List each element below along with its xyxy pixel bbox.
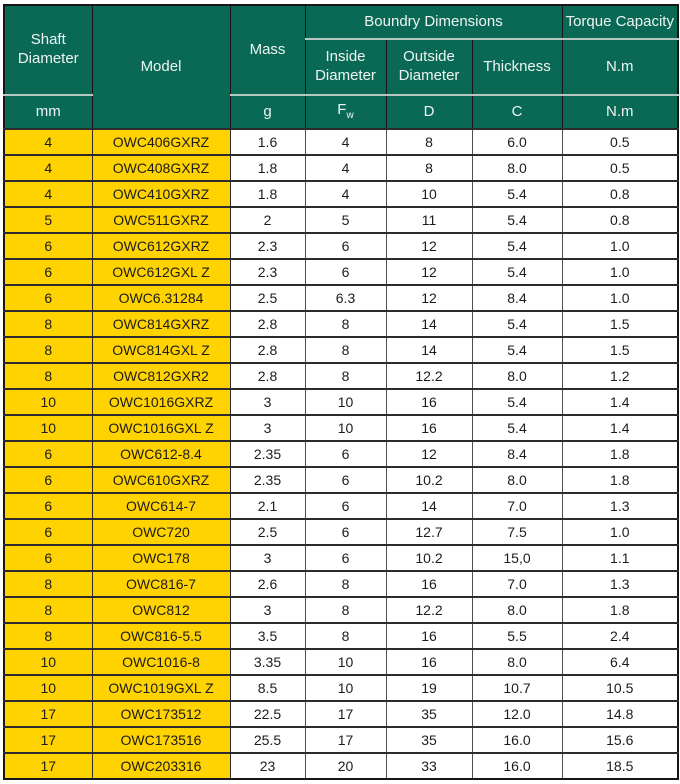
outside-diameter-cell: 10.2 [386, 545, 472, 571]
shaft-diameter-cell: 5 [4, 207, 92, 233]
mass-cell: 3.35 [230, 649, 305, 675]
inside-diameter-cell: 4 [305, 181, 386, 207]
shaft-diameter-cell: 8 [4, 311, 92, 337]
table-row [4, 207, 678, 233]
thickness-cell: 8.0 [472, 649, 562, 675]
shaft-diameter-cell: 10 [4, 675, 92, 701]
outside-diameter-cell: 16 [386, 415, 472, 441]
model-cell: OWC1016-8 [92, 649, 230, 675]
shaft-diameter-cell: 10 [4, 415, 92, 441]
thickness-cell: 7.5 [472, 519, 562, 545]
torque-cell: 1.0 [562, 259, 678, 285]
table-row [4, 727, 678, 753]
torque-cell: 1.8 [562, 441, 678, 467]
table-row [4, 493, 678, 519]
mass-cell: 2.35 [230, 467, 305, 493]
thickness-cell: 12.0 [472, 701, 562, 727]
table-row [4, 519, 678, 545]
col-header-thickness: Thickness [472, 39, 562, 95]
torque-cell: 18.5 [562, 753, 678, 779]
torque-cell: 1.0 [562, 519, 678, 545]
inside-diameter-cell: 6 [305, 493, 386, 519]
torque-cell: 0.5 [562, 129, 678, 155]
mass-cell: 1.6 [230, 129, 305, 155]
mass-cell: 2 [230, 207, 305, 233]
table-row [4, 649, 678, 675]
table-row [4, 701, 678, 727]
model-cell: OWC408GXRZ [92, 155, 230, 181]
inside-diameter-cell: 6 [305, 467, 386, 493]
thickness-cell: 5.4 [472, 181, 562, 207]
inside-diameter-cell: 6 [305, 441, 386, 467]
inside-diameter-cell: 8 [305, 363, 386, 389]
table-row [4, 467, 678, 493]
unit-d: D [386, 95, 472, 129]
shaft-diameter-cell: 4 [4, 155, 92, 181]
model-cell: OWC410GXRZ [92, 181, 230, 207]
outside-diameter-cell: 12.7 [386, 519, 472, 545]
inside-diameter-cell: 8 [305, 571, 386, 597]
shaft-diameter-cell: 17 [4, 727, 92, 753]
shaft-diameter-cell: 6 [4, 467, 92, 493]
torque-cell: 15.6 [562, 727, 678, 753]
mass-cell: 2.3 [230, 259, 305, 285]
torque-cell: 1.1 [562, 545, 678, 571]
outside-diameter-cell: 12 [386, 233, 472, 259]
torque-cell: 1.0 [562, 285, 678, 311]
thickness-cell: 16.0 [472, 727, 562, 753]
thickness-cell: 5.4 [472, 233, 562, 259]
model-cell: OWC720 [92, 519, 230, 545]
mass-cell: 2.3 [230, 233, 305, 259]
col-header-outside-diameter: Outside Diameter [386, 39, 472, 95]
inside-diameter-cell: 6 [305, 233, 386, 259]
outside-diameter-cell: 12.2 [386, 363, 472, 389]
model-cell: OWC6.31284 [92, 285, 230, 311]
inside-diameter-cell: 6 [305, 519, 386, 545]
mass-cell: 2.8 [230, 337, 305, 363]
shaft-diameter-cell: 8 [4, 623, 92, 649]
inside-diameter-cell: 10 [305, 649, 386, 675]
thickness-cell: 7.0 [472, 493, 562, 519]
mass-cell: 2.35 [230, 441, 305, 467]
table-row [4, 155, 678, 181]
model-cell: OWC612GXL Z [92, 259, 230, 285]
shaft-diameter-cell: 8 [4, 363, 92, 389]
outside-diameter-cell: 12.2 [386, 597, 472, 623]
col-header-inside-diameter: Inside Diameter [305, 39, 386, 95]
table-row [4, 441, 678, 467]
unit-fw [305, 95, 386, 129]
mass-cell: 3 [230, 415, 305, 441]
mass-cell: 3 [230, 389, 305, 415]
outside-diameter-cell: 35 [386, 701, 472, 727]
unit-nm: N.m [562, 95, 678, 129]
outside-diameter-cell: 33 [386, 753, 472, 779]
unit-c: C [472, 95, 562, 129]
torque-cell: 10.5 [562, 675, 678, 701]
torque-cell: 1.4 [562, 389, 678, 415]
inside-diameter-cell: 6.3 [305, 285, 386, 311]
table-row [4, 285, 678, 311]
torque-cell: 1.5 [562, 311, 678, 337]
inside-diameter-cell: 10 [305, 415, 386, 441]
model-cell: OWC173516 [92, 727, 230, 753]
thickness-cell: 5.4 [472, 389, 562, 415]
shaft-diameter-cell: 6 [4, 233, 92, 259]
col-header-shaft-diameter: Shaft Diameter [4, 5, 92, 95]
outside-diameter-cell: 19 [386, 675, 472, 701]
shaft-diameter-cell: 6 [4, 285, 92, 311]
spec-table-body [4, 129, 678, 779]
thickness-cell: 8.0 [472, 363, 562, 389]
table-row [4, 181, 678, 207]
table-row [4, 389, 678, 415]
model-cell: OWC816-5.5 [92, 623, 230, 649]
bearing-spec-table [3, 4, 679, 780]
mass-cell: 2.6 [230, 571, 305, 597]
shaft-diameter-cell: 10 [4, 649, 92, 675]
model-cell: OWC814GXL Z [92, 337, 230, 363]
thickness-cell: 8.0 [472, 597, 562, 623]
thickness-cell: 5.5 [472, 623, 562, 649]
unit-fw-main: F [337, 101, 347, 119]
inside-diameter-cell: 8 [305, 597, 386, 623]
shaft-diameter-cell: 17 [4, 753, 92, 779]
col-header-mass: Mass [230, 5, 305, 95]
inside-diameter-cell: 8 [305, 337, 386, 363]
model-cell: OWC614-7 [92, 493, 230, 519]
inside-diameter-cell: 17 [305, 727, 386, 753]
shaft-diameter-cell: 6 [4, 259, 92, 285]
torque-cell: 0.8 [562, 207, 678, 233]
torque-cell: 1.8 [562, 467, 678, 493]
outside-diameter-cell: 16 [386, 389, 472, 415]
outside-diameter-cell: 12 [386, 441, 472, 467]
table-row [4, 415, 678, 441]
mass-cell: 25.5 [230, 727, 305, 753]
outside-diameter-cell: 16 [386, 649, 472, 675]
shaft-diameter-cell: 17 [4, 701, 92, 727]
inside-diameter-cell: 4 [305, 155, 386, 181]
torque-cell: 14.8 [562, 701, 678, 727]
thickness-cell: 5.4 [472, 311, 562, 337]
outside-diameter-cell: 16 [386, 571, 472, 597]
outside-diameter-cell: 8 [386, 129, 472, 155]
inside-diameter-cell: 10 [305, 675, 386, 701]
outside-diameter-cell: 14 [386, 311, 472, 337]
table-row [4, 259, 678, 285]
model-cell: OWC812 [92, 597, 230, 623]
inside-diameter-cell: 20 [305, 753, 386, 779]
shaft-diameter-cell: 4 [4, 129, 92, 155]
torque-cell: 1.8 [562, 597, 678, 623]
thickness-cell: 5.4 [472, 415, 562, 441]
thickness-cell: 8.0 [472, 155, 562, 181]
shaft-diameter-cell: 4 [4, 181, 92, 207]
torque-cell: 0.5 [562, 155, 678, 181]
shaft-diameter-cell: 8 [4, 597, 92, 623]
model-cell: OWC1016GXRZ [92, 389, 230, 415]
mass-cell: 1.8 [230, 181, 305, 207]
table-row [4, 571, 678, 597]
col-header-model: Model [92, 5, 230, 129]
model-cell: OWC406GXRZ [92, 129, 230, 155]
mass-cell: 22.5 [230, 701, 305, 727]
mass-cell: 2.1 [230, 493, 305, 519]
model-cell: OWC1019GXL Z [92, 675, 230, 701]
inside-diameter-cell: 6 [305, 545, 386, 571]
table-row [4, 753, 678, 779]
thickness-cell: 7.0 [472, 571, 562, 597]
mass-cell: 3.5 [230, 623, 305, 649]
torque-cell: 1.4 [562, 415, 678, 441]
outside-diameter-cell: 12 [386, 259, 472, 285]
thickness-cell: 15,0 [472, 545, 562, 571]
model-cell: OWC173512 [92, 701, 230, 727]
thickness-cell: 16.0 [472, 753, 562, 779]
shaft-diameter-cell: 6 [4, 545, 92, 571]
outside-diameter-cell: 10 [386, 181, 472, 207]
thickness-cell: 5.4 [472, 207, 562, 233]
model-cell: OWC812GXR2 [92, 363, 230, 389]
thickness-cell: 10.7 [472, 675, 562, 701]
torque-cell: 0.8 [562, 181, 678, 207]
shaft-diameter-cell: 6 [4, 441, 92, 467]
mass-cell: 2.8 [230, 311, 305, 337]
torque-cell: 1.3 [562, 571, 678, 597]
unit-g: g [230, 95, 305, 129]
outside-diameter-cell: 35 [386, 727, 472, 753]
model-cell: OWC203316 [92, 753, 230, 779]
model-cell: OWC612GXRZ [92, 233, 230, 259]
shaft-diameter-cell: 10 [4, 389, 92, 415]
mass-cell: 8.5 [230, 675, 305, 701]
mass-cell: 1.8 [230, 155, 305, 181]
mass-cell: 2.5 [230, 519, 305, 545]
outside-diameter-cell: 14 [386, 337, 472, 363]
thickness-cell: 8.4 [472, 441, 562, 467]
table-row [4, 337, 678, 363]
outside-diameter-cell: 8 [386, 155, 472, 181]
outside-diameter-cell: 12 [386, 285, 472, 311]
model-cell: OWC511GXRZ [92, 207, 230, 233]
thickness-cell: 5.4 [472, 337, 562, 363]
outside-diameter-cell: 14 [386, 493, 472, 519]
table-row [4, 545, 678, 571]
thickness-cell: 6.0 [472, 129, 562, 155]
table-row [4, 363, 678, 389]
table-header [4, 5, 678, 129]
outside-diameter-cell: 16 [386, 623, 472, 649]
torque-cell: 6.4 [562, 649, 678, 675]
mass-cell: 2.5 [230, 285, 305, 311]
inside-diameter-cell: 5 [305, 207, 386, 233]
table-row [4, 311, 678, 337]
col-header-boundry-dimensions: Boundry Dimensions [305, 5, 562, 39]
torque-cell: 2.4 [562, 623, 678, 649]
unit-mm: mm [4, 95, 92, 129]
model-cell: OWC1016GXL Z [92, 415, 230, 441]
torque-cell: 1.0 [562, 233, 678, 259]
table-row [4, 675, 678, 701]
model-cell: OWC178 [92, 545, 230, 571]
inside-diameter-cell: 8 [305, 623, 386, 649]
thickness-cell: 8.4 [472, 285, 562, 311]
table-row [4, 597, 678, 623]
model-cell: OWC816-7 [92, 571, 230, 597]
outside-diameter-cell: 10.2 [386, 467, 472, 493]
mass-cell: 23 [230, 753, 305, 779]
shaft-diameter-cell: 8 [4, 337, 92, 363]
shaft-diameter-cell: 6 [4, 493, 92, 519]
table-row [4, 623, 678, 649]
mass-cell: 2.8 [230, 363, 305, 389]
shaft-diameter-cell: 8 [4, 571, 92, 597]
model-cell: OWC612-8.4 [92, 441, 230, 467]
model-cell: OWC814GXRZ [92, 311, 230, 337]
col-header-torque-unit: N.m [562, 39, 678, 95]
torque-cell: 1.5 [562, 337, 678, 363]
inside-diameter-cell: 6 [305, 259, 386, 285]
torque-cell: 1.2 [562, 363, 678, 389]
table-row [4, 129, 678, 155]
unit-fw-sub: w [346, 110, 354, 122]
table-row [4, 233, 678, 259]
model-cell: OWC610GXRZ [92, 467, 230, 493]
inside-diameter-cell: 4 [305, 129, 386, 155]
torque-cell: 1.3 [562, 493, 678, 519]
thickness-cell: 5.4 [472, 259, 562, 285]
mass-cell: 3 [230, 545, 305, 571]
shaft-diameter-cell: 6 [4, 519, 92, 545]
thickness-cell: 8.0 [472, 467, 562, 493]
inside-diameter-cell: 10 [305, 389, 386, 415]
mass-cell: 3 [230, 597, 305, 623]
col-header-torque-capacity: Torque Capacity [562, 5, 678, 39]
inside-diameter-cell: 17 [305, 701, 386, 727]
inside-diameter-cell: 8 [305, 311, 386, 337]
outside-diameter-cell: 11 [386, 207, 472, 233]
